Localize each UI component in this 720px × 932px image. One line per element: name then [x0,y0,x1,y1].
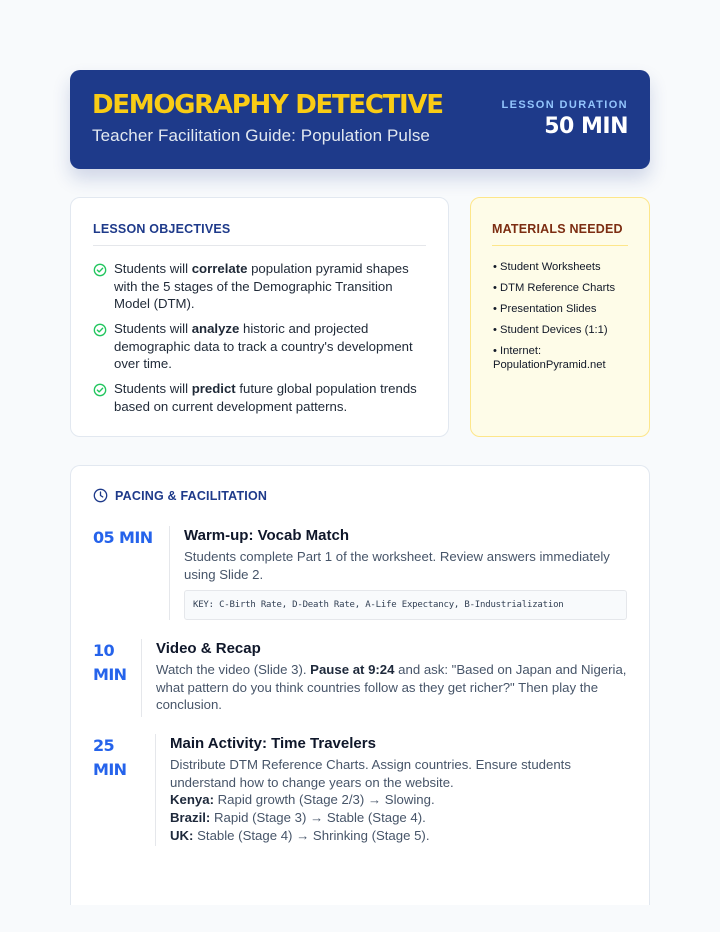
country-text: Stable (Stage 4) → Shrinking (Stage 5). [193,827,430,843]
material-item: • Student Devices (1:1) [493,324,608,336]
step-time: 25 MIN [93,736,127,779]
step-time: 10 MIN [93,641,127,684]
step-divider [141,639,142,717]
divider [492,245,628,246]
step-description: Students complete Part 1 of the worksheet. Review answers immediately using Slide 2. [184,549,610,582]
pacing-title: PACING & FACILITATION [115,488,268,503]
answer-key: KEY: C-Birth Rate, D-Death Rate, A-Life Expectancy, B-Industrialization [184,590,627,620]
step-title: Warm-up: Vocab Match [184,527,350,544]
material-item: • DTM Reference Charts [493,282,616,294]
material-item: • Internet: PopulationPyramid.net [493,345,606,371]
objectives-title: LESSON OBJECTIVES [93,222,231,236]
step-divider [169,526,170,620]
check-circle-icon [93,323,107,337]
materials-title: MATERIALS NEEDED [492,222,623,236]
step-divider [155,734,156,846]
objective-item [93,320,426,373]
step-description [156,661,627,714]
material-item: • Presentation Slides [493,303,597,315]
objective-item [93,380,426,415]
country-name: UK: [170,827,194,843]
pacing-step [93,734,627,846]
page-subtitle: Teacher Facilitation Guide: Population Pulse [92,126,430,145]
objectives-card [70,197,449,437]
objective-verb: predict [191,381,236,396]
pacing-header [93,488,267,503]
step-text: Watch the video (Slide 3). [156,662,311,677]
step-time: 05 MIN [93,528,153,547]
duration-value: 50 MIN [544,114,628,139]
objective-item [93,260,426,313]
material-item: • Student Worksheets [493,261,601,273]
country-name: Brazil: [170,810,211,826]
pacing-card [70,465,650,905]
step-text: and ask: "Based on Japan and Nigeria, what pattern do you think countries follow as they get richer?" Then play the conclusion. [156,662,627,713]
page-title: DEMOGRAPHY DETECTIVE [92,90,443,120]
lesson-header [70,70,650,169]
duration-label: LESSON DURATION [501,99,628,111]
country-line [170,791,627,809]
objective-text: Students will [114,321,192,336]
pacing-step [93,526,627,620]
country-text: Rapid growth (Stage 2/3) → Slowing. [213,792,435,808]
objective-text: Students will [114,261,192,276]
step-title: Video & Recap [156,640,261,657]
step-content [184,526,627,620]
divider [93,245,426,246]
pacing-step [93,639,627,717]
country-line [170,827,627,845]
objective-verb: analyze [191,321,240,336]
country-line [170,809,627,827]
objective-text: Students will [114,381,192,396]
objective-text: future global population trends based on current development patterns. [114,381,417,414]
country-text: Rapid (Stage 3) → Stable (Stage 4). [210,810,426,826]
country-name: Kenya: [170,792,214,808]
objective-text: population pyramid shapes with the 5 stages of the Demographic Transition Model (DTM). [114,261,409,311]
objectives-list [93,260,426,423]
step-content [170,734,627,845]
step-title: Main Activity: Time Travelers [170,735,376,752]
objective-text: historic and projected demographic data to track a country's development over time. [114,321,413,371]
materials-card [470,197,650,437]
check-circle-icon [93,383,107,397]
step-content [156,639,627,714]
step-description: Distribute DTM Reference Charts. Assign countries. Ensure students understand how to change years on the website. [170,757,571,790]
materials-list [493,260,637,379]
check-circle-icon [93,263,107,277]
objective-verb: correlate [191,261,248,276]
step-highlight: Pause at 9:24 [310,662,395,677]
clock-icon [93,488,108,503]
